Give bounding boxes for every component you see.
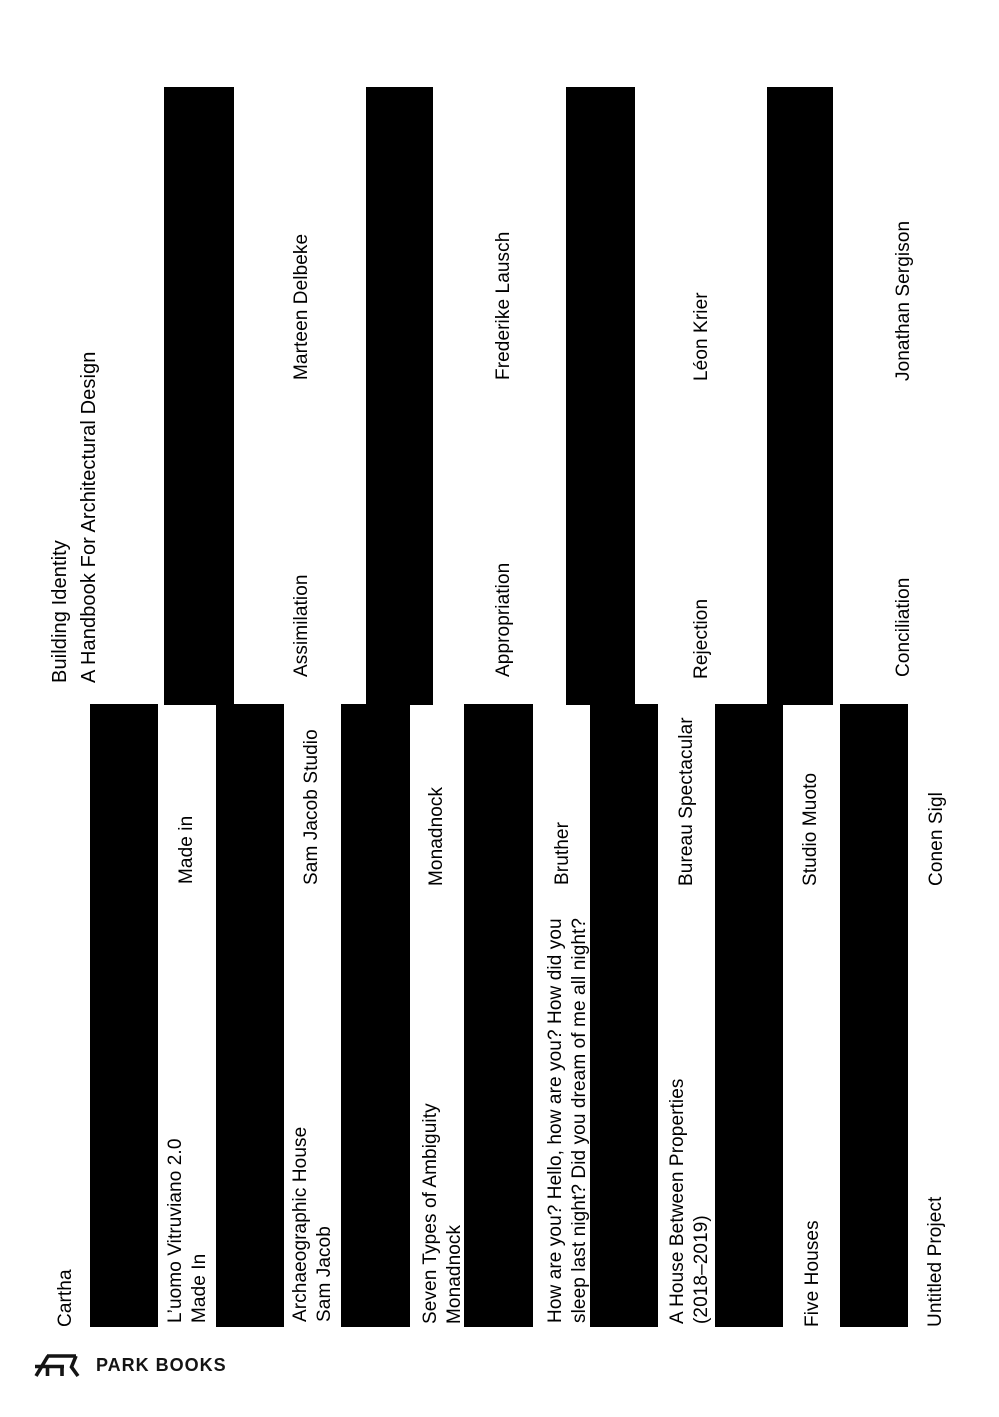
- black-bar: [341, 704, 410, 1327]
- magazine-name: Cartha: [55, 1269, 76, 1327]
- theme-label: Conciliation: [893, 577, 914, 677]
- project-entry: [544, 918, 592, 1323]
- author-name: Frederike Lausch: [493, 231, 514, 380]
- black-bar: [164, 87, 234, 705]
- book-title-line-2: A Handbook For Architectural Design: [78, 351, 100, 683]
- project-title: L’uomo Vitruviano 2.0: [165, 1138, 186, 1323]
- book-title-line-1: Building Identity: [49, 540, 71, 683]
- studio-name: Monadnock: [426, 786, 447, 886]
- project-entry: [289, 1127, 337, 1322]
- author-name: Jonathan Sergison: [893, 220, 914, 381]
- studio-name: Bruther: [552, 821, 573, 885]
- black-bar: [464, 704, 533, 1327]
- black-bar: [590, 704, 658, 1327]
- project-entry: [419, 1103, 467, 1324]
- project-entry: [164, 1139, 212, 1323]
- black-bar: [840, 704, 908, 1327]
- theme-label: Assimilation: [291, 574, 312, 677]
- publisher-name: PARK BOOKS: [96, 1355, 227, 1375]
- theme-label: Rejection: [691, 598, 712, 679]
- black-bar: [767, 87, 833, 705]
- black-bar: [715, 704, 783, 1327]
- black-bar: [566, 87, 635, 705]
- author-name: Marteen Delbeke: [291, 233, 312, 380]
- project-studio: (2018–2019): [691, 1215, 712, 1324]
- project-entry: Five Houses: [802, 1220, 823, 1327]
- publisher-logo: [33, 1351, 227, 1380]
- project-entry: [666, 1078, 714, 1324]
- project-title: Archaeographic House: [290, 1126, 311, 1322]
- black-bar: [366, 87, 433, 705]
- studio-name: Conen Sigl: [926, 792, 947, 886]
- book-title: [46, 352, 104, 683]
- park-books-logo-icon: [33, 1351, 83, 1380]
- black-bar: [90, 704, 158, 1327]
- project-studio: Made In: [189, 1253, 210, 1323]
- project-studio: sleep last night? Did you dream of me all night?: [569, 917, 590, 1323]
- project-title: Seven Types of Ambiguity: [420, 1103, 441, 1324]
- project-title: A House Between Properties: [667, 1078, 688, 1324]
- studio-name: Studio Muoto: [800, 772, 821, 886]
- project-studio: Sam Jacob: [314, 1226, 335, 1322]
- project-studio: Monadnock: [444, 1224, 465, 1324]
- studio-name: Sam Jacob Studio: [301, 729, 322, 885]
- studio-name: Bureau Spectacular: [676, 717, 697, 886]
- author-name: Léon Krier: [691, 292, 712, 381]
- project-entry: Untitled Project: [925, 1196, 946, 1327]
- theme-label: Appropriation: [493, 562, 514, 677]
- studio-name: Made in: [176, 815, 197, 884]
- project-title: How are you? Hello, how are you? How did you: [545, 918, 566, 1323]
- black-bar: [216, 704, 284, 1327]
